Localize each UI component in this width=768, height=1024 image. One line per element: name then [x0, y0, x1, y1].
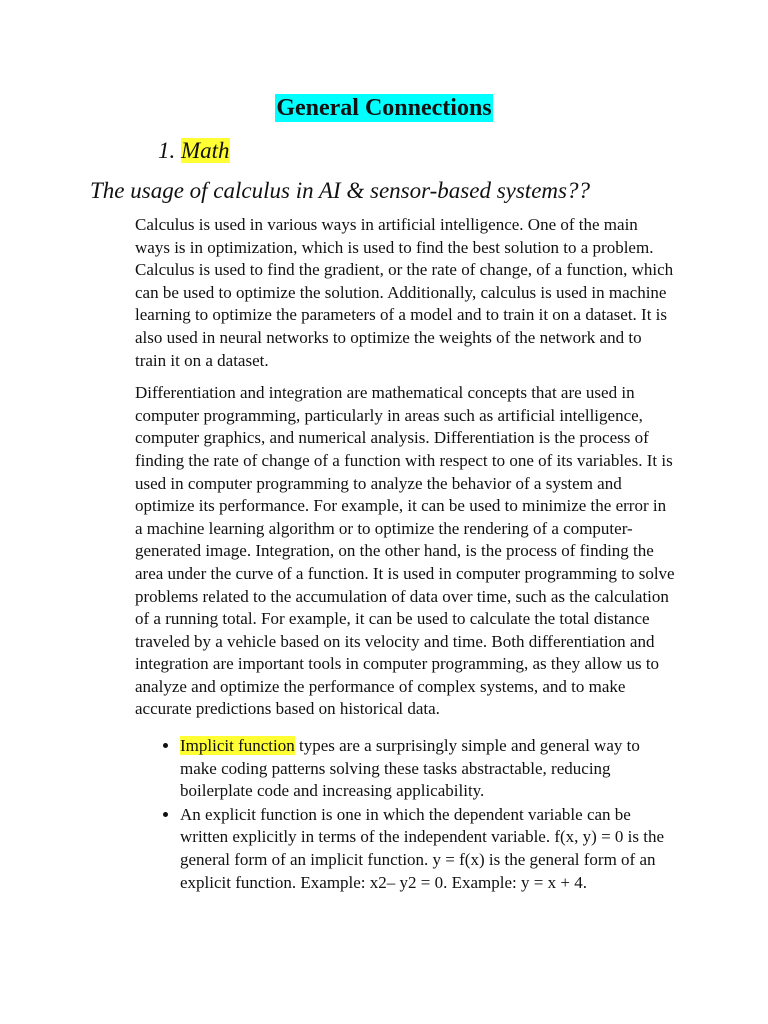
title-wrapper: [0, 94, 768, 122]
list-item: [180, 804, 675, 894]
page-title: General Connections: [276, 95, 492, 121]
subheading: The usage of calculus in AI & sensor-based systems??: [90, 178, 590, 203]
section-heading: [158, 138, 230, 164]
body-text: [135, 214, 675, 895]
bullet-list: [135, 735, 675, 894]
paragraph: Calculus is used in various ways in artificial intelligence. One of the main ways is in optimization, which is used to find the best solution to a problem. Calculus is used to find the gradient, or the rate of change, of a function, which can be used to optimize the solution. Additionally, calculus is used in machine learning to optimize the parameters of a model and to train it on a dataset. It is also used in neural networks to optimize the weights of the network and to train it on a dataset.: [135, 215, 674, 370]
section-label: Math: [181, 138, 230, 163]
list-item: [180, 735, 675, 803]
list-item-text: types are a surprisingly simple and general way to make coding patterns solving these tasks abstractable, reducing boilerplate code and increasing applicability.: [180, 736, 640, 801]
list-item-text: An explicit function is one in which the dependent variable can be written explicitly in terms of the independent variable. f(x, y) = 0 is the general form of an implicit function. y = f(x) is the general form of an explicit function. Example: x2– y2 = 0. Example: y = x + 4.: [180, 804, 665, 892]
section-number: 1.: [158, 138, 176, 163]
paragraph: Differentiation and integration are mathematical concepts that are used in computer programming, particularly in areas such as artificial intelligence, computer graphics, and numerical analysis. Differentiation is the process of finding the rate of change of a function with respect to one of its variables. It is used in computer programming to analyze the behavior of a system and optimize its performance. For example, it can be used to minimize the error in a machine learning algorithm or to optimize the rendering of a computer-generated image. Integration, on the other hand, is the process of finding the area under the curve of a function. It is used in computer programming to solve problems related to the accumulation of data over time, such as the calculation of a running total. For example, it can be used to calculate the total distance traveled by a vehicle based on its velocity and time. Both differentiation and integration are important tools in computer programming, as they allow us to analyze and optimize the performance of complex systems, and to make accurate predictions based on historical data.: [135, 383, 675, 719]
highlighted-term: Implicit function: [180, 736, 295, 756]
